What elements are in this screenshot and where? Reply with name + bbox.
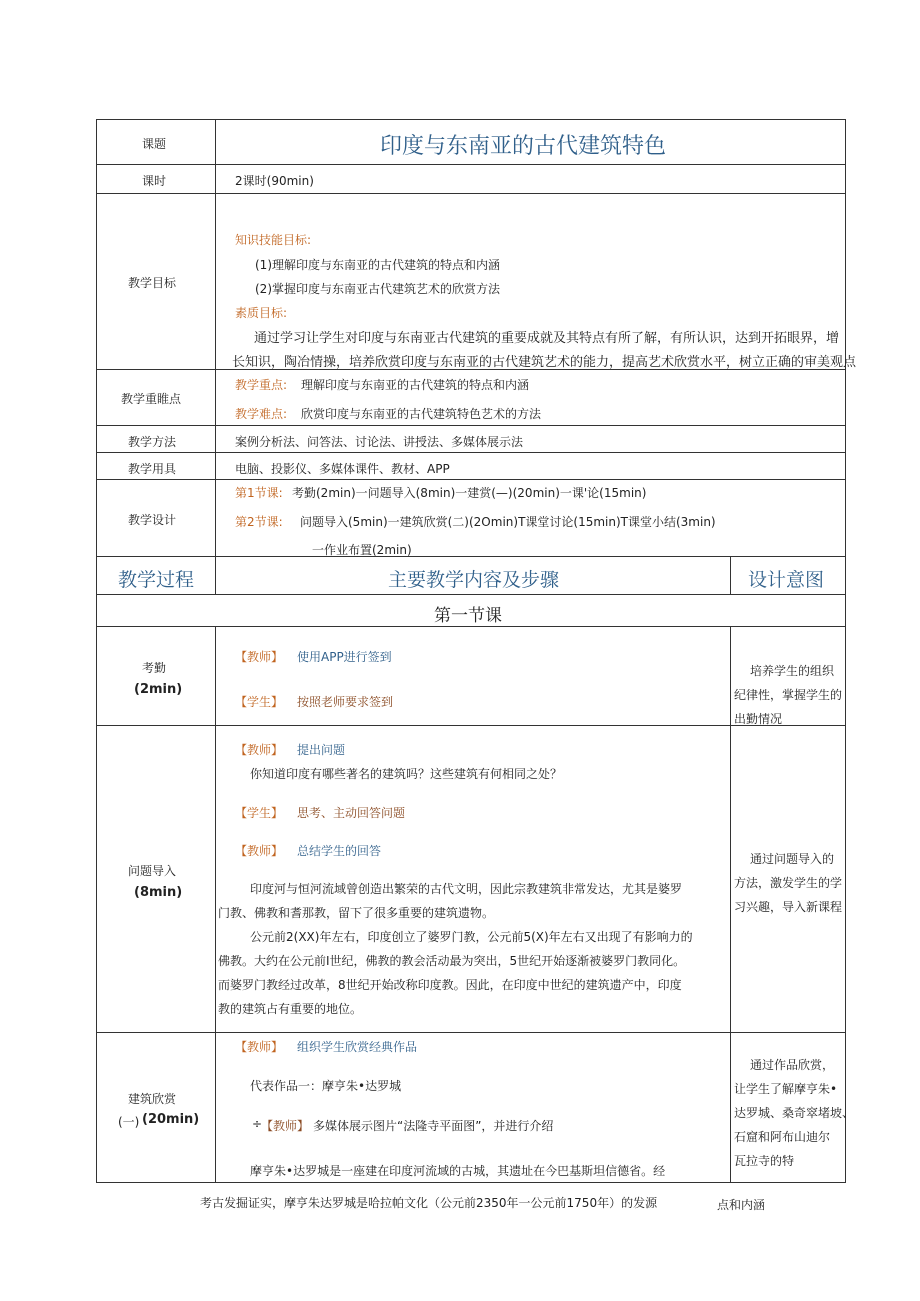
table-col-divider-intent <box>730 556 731 594</box>
appreciation-intent-line: 石窟和阿布山迪尔 <box>734 1130 831 1144</box>
lesson2-text-cont: 一作业布置(2min) <box>312 543 412 557</box>
appreciation-label2: (一) <box>118 1115 140 1129</box>
knowledge-item: (1)理解印度与东南亚的古代建筑的特点和内涵 <box>255 258 500 272</box>
attendance-time: (2min) <box>134 682 183 697</box>
intro-teacher-text: 总结学生的回答 <box>297 844 382 858</box>
topic-label: 课题 <box>142 137 167 151</box>
quality-text-line: 长知识，陶冶情操，培养欣赏印度与东南亚的古代建筑艺术的能力，提高艺术欣赏水平，树立正确的审美观点 <box>232 355 857 370</box>
teacher-tag: 【教师】 <box>235 1040 284 1054</box>
process-header-col2: 主要教学内容及步骤 <box>388 569 560 591</box>
table-border-left <box>96 119 97 1183</box>
intro-intent-line: 方法，激发学生的学 <box>734 876 843 890</box>
intro-paragraph-line: 门教、佛教和耆那教，留下了很多重要的建筑遗物。 <box>218 906 495 920</box>
intro-intent-line: 习兴趣，导入新课程 <box>734 900 843 914</box>
appreciation-intent-tail: 点和内涵 <box>717 1198 766 1212</box>
process-header-col3: 设计意图 <box>748 569 825 591</box>
appreciation-intent-line: 瓦拉寺的特 <box>734 1154 795 1168</box>
hline <box>96 452 846 453</box>
lesson2-label: 第2节课: <box>235 515 283 529</box>
appreciation-intent-line: 让学生了解摩亨朱• <box>734 1082 838 1096</box>
table-border-right <box>845 119 846 1183</box>
hline <box>96 1182 846 1183</box>
attendance-student-text: 按照老师要求签到 <box>297 695 394 709</box>
difficulty-label: 教学难点: <box>235 407 288 421</box>
hours-value: 2课时(90min) <box>235 174 314 188</box>
intro-paragraph-line: 公元前2(XX)年左右，印度创立了婆罗门教，公元前5(X)年左右又出现了有影响力的 <box>250 930 693 944</box>
attendance-label: 考勤 <box>142 661 167 675</box>
student-tag: 【学生】 <box>235 806 284 820</box>
design-label: 教学设计 <box>128 513 177 527</box>
hline <box>96 1032 846 1033</box>
appreciation-intent-line: 达罗城、桑奇窣堵坡、 <box>734 1106 855 1120</box>
appreciation-work: 代表作品一：摩亨朱•达罗城 <box>250 1079 402 1093</box>
hline <box>96 594 846 595</box>
hline <box>96 425 846 426</box>
methods-value: 案例分析法、问答法、讨论法、讲授法、多媒体展示法 <box>235 435 524 449</box>
table-col-divider-lower <box>215 626 216 1183</box>
hline <box>96 556 846 557</box>
intro-time: (8min) <box>134 885 183 900</box>
bullet-icon: ÷ <box>252 1117 263 1131</box>
knowledge-title: 知识技能目标: <box>235 233 312 247</box>
attendance-intent-line: 纪律性，掌握学生的 <box>734 688 843 702</box>
lesson1-text: 考勤(2min)一问题导入(8min)一建赏(—)(20min)一课'论(15min) <box>292 486 647 500</box>
intro-paragraph-line: 而婆罗门教经过改革，8世纪开始改称印度教。因此，在印度中世纪的建筑遗产中，印度 <box>218 978 682 992</box>
methods-label: 教学方法 <box>128 435 177 449</box>
focus-text: 理解印度与东南亚的古代建筑的特点和内涵 <box>301 378 530 392</box>
lesson2-text: 问题导入(5min)一建筑欣赏(二)(2Omin)T课堂讨论(15min)T课堂小结(3min) <box>300 515 716 529</box>
appreciation-label: 建筑欣赏 <box>128 1092 177 1106</box>
table-col-divider-intent-lower <box>730 626 731 1183</box>
section-title: 第一节课 <box>434 606 502 626</box>
quality-text-line: 通过学习让学生对印度与东南亚古代建筑的重要成就及其特点有所了解，有所认识，达到开拓眼界，增 <box>254 331 840 346</box>
intro-label: 问题导入 <box>128 864 177 878</box>
teacher-tag: 【教师】 <box>235 743 284 757</box>
hline <box>96 193 846 194</box>
lesson1-label: 第1节课: <box>235 486 283 500</box>
intro-question: 你知道印度有哪些著名的建筑吗？这些建筑有何相同之处？ <box>250 767 563 781</box>
appreciation-teacher-text: 多媒体展示图片“法隆寺平面图”，并进行介绍 <box>313 1119 554 1133</box>
hline <box>96 626 846 627</box>
intro-teacher-text: 提出问题 <box>297 743 346 757</box>
hline <box>96 164 846 165</box>
quality-title: 素质目标: <box>235 306 288 320</box>
attendance-intent-line: 出勤情况 <box>734 712 783 726</box>
difficulty-text: 欣赏印度与东南亚的古代建筑特色艺术的方法 <box>301 407 542 421</box>
process-header-col1: 教学过程 <box>118 569 195 591</box>
table-col-divider <box>215 119 216 594</box>
intro-student-text: 思考、主动回答问题 <box>297 806 406 820</box>
tools-label: 教学用具 <box>128 462 177 476</box>
focus-label: 教学重点: <box>235 378 288 392</box>
appreciation-paragraph-line: 考古发掘证实，摩亨朱达罗城是哈拉帕文化（公元前2350年一公元前1750年）的发源 <box>200 1196 658 1210</box>
appreciation-time: (20min) <box>142 1112 200 1127</box>
knowledge-item: (2)掌握印度与东南亚古代建筑艺术的欣赏方法 <box>255 282 500 296</box>
tools-value: 电脑、投影仪、多媒体课件、教材、APP <box>235 462 450 476</box>
hline <box>96 119 846 120</box>
appreciation-teacher-text: 组织学生欣赏经典作品 <box>297 1040 418 1054</box>
intro-intent-line: 通过问题导入的 <box>750 852 835 866</box>
student-tag: 【学生】 <box>235 695 284 709</box>
attendance-intent-line: 培养学生的组织 <box>750 664 835 678</box>
page-title: 印度与东南亚的古代建筑特色 <box>380 134 667 159</box>
teacher-tag: 【教师】 <box>235 650 284 664</box>
intro-paragraph-line: 佛教。大约在公元前I世纪，佛教的教会活动最为突出，5世纪开始逐渐被婆罗门教同化。 <box>218 954 686 968</box>
appreciation-intent-line: 通过作品欣赏， <box>750 1058 835 1072</box>
objectives-label: 教学目标 <box>128 276 177 290</box>
attendance-teacher-text: 使用APP进行签到 <box>297 650 392 664</box>
appreciation-paragraph-line: 摩亨朱•达罗城是一座建在印度河流域的古城，其遗址在今巴基斯坦信德省。经 <box>250 1164 666 1178</box>
intro-paragraph-line: 印度河与恒河流域曾创造出繁荣的古代文明，因此宗教建筑非常发达，尤其是婆罗 <box>250 882 683 896</box>
intro-paragraph-line: 教的建筑占有重要的地位。 <box>218 1002 363 1016</box>
hline <box>96 479 846 480</box>
hours-label: 课时 <box>142 174 167 188</box>
key-points-label: 教学重睢点 <box>121 392 182 406</box>
teacher-tag: 【教师】 <box>235 844 284 858</box>
teacher-tag: 【教师】 <box>261 1119 310 1133</box>
